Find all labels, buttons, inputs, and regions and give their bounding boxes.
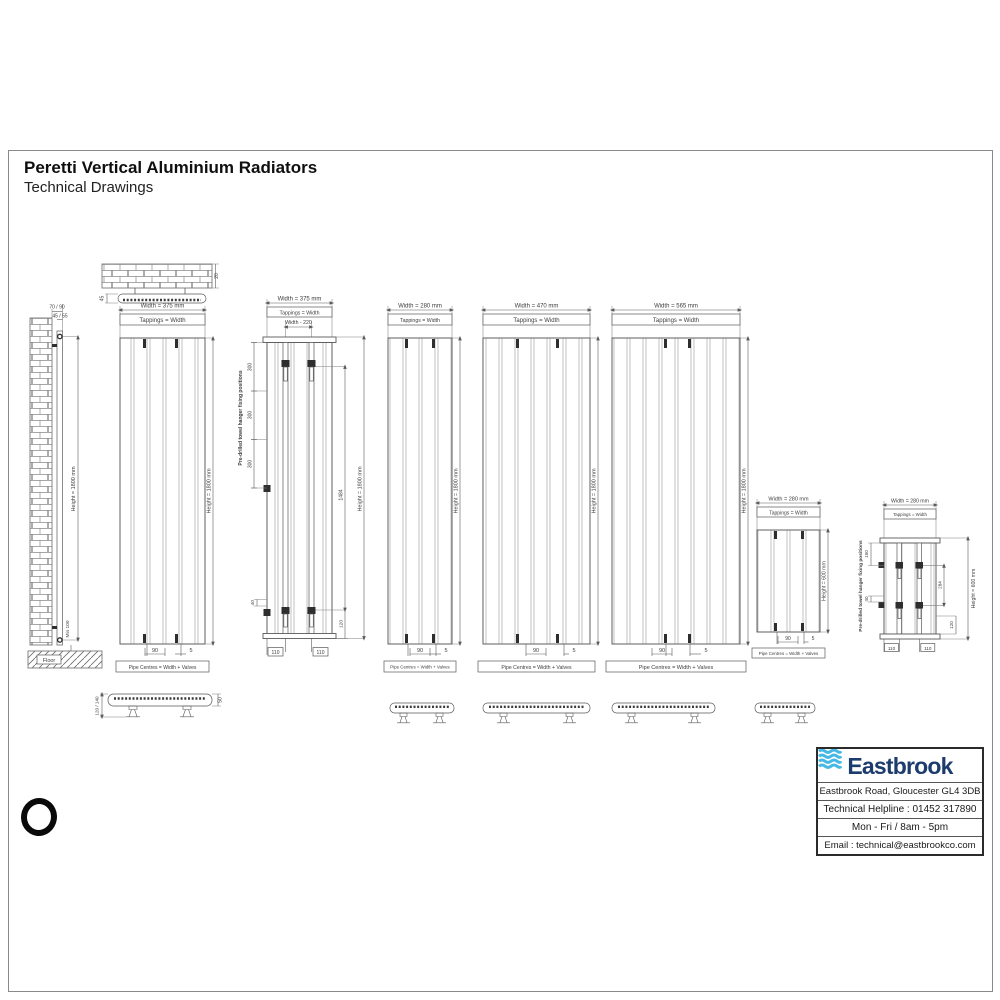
wall-plan <box>102 264 212 288</box>
width-dim: Width = 565 mm <box>654 303 698 310</box>
towel-note: Pre-drilled towel hanger fixing positions <box>238 370 244 466</box>
height-dim: Height = 600 mm <box>821 561 828 601</box>
brand-logo <box>818 749 982 782</box>
radiator-body <box>884 543 936 634</box>
width-dim: Width = 280 mm <box>768 496 809 503</box>
width-dim: Width = 470 mm <box>514 303 559 310</box>
towel-hanger-bottom-right <box>308 607 316 614</box>
drawing-rad-470 <box>478 304 598 673</box>
contact-hours: Mon - Fri / 8am - 5pm <box>818 818 982 836</box>
plan-depth-dim: 45 <box>99 295 106 302</box>
brand-waves-icon <box>818 749 842 769</box>
brick-wall <box>30 318 52 645</box>
pipe-110-right: 110 <box>924 645 932 651</box>
pipe-centre-dim: 90 <box>658 648 666 654</box>
foot-left <box>126 706 140 717</box>
page-title: Peretti Vertical Aluminium Radiators <box>24 158 318 177</box>
offset-120-dim: 120 <box>949 621 954 629</box>
pipe-110-left: 110 <box>271 649 280 656</box>
pipe-centres-label: Pipe Centres = Width + Valves <box>638 664 714 671</box>
fixing-mid <box>264 485 271 492</box>
tappings-dim: Tappings = Width <box>513 318 560 324</box>
fixing-top <box>879 562 885 568</box>
depth-rad-dim: 45 / 55 <box>52 313 68 320</box>
floor-label: Floor <box>42 658 56 664</box>
tappings-dim: Tappings = Width <box>400 317 440 324</box>
height-dim: Height = 1800 mm <box>741 468 748 514</box>
radiator-body <box>757 530 820 632</box>
height-dim: Height = 1800 mm <box>453 468 460 514</box>
contact-box <box>816 747 984 856</box>
valve-dim: 5 <box>811 636 815 642</box>
width-dim: Width = 375 mm <box>140 303 185 310</box>
wall-bracket-top <box>52 344 57 347</box>
tappings-dim: Tappings = Width <box>652 318 700 324</box>
valve-dim: 5 <box>444 648 448 654</box>
height-dim: Height = 1800 mm <box>206 468 213 514</box>
towel-hanger-bottom-right <box>916 602 924 609</box>
valve-dim: 5 <box>572 648 576 654</box>
height-dim: Height = 1800 mm <box>357 466 364 512</box>
fixing-span-2: 300 <box>247 410 254 420</box>
tappings-dim: Tappings = Width <box>279 310 320 317</box>
drawing-rad-280-short <box>752 497 828 659</box>
towel-hanger-bottom-left <box>896 602 904 609</box>
fixing-span-3: 300 <box>247 459 254 469</box>
radiator-body <box>388 338 452 644</box>
pipe-centres-label: Pipe Centres = Width + Valves <box>128 664 197 671</box>
foot-right <box>180 706 194 717</box>
depth-total-dim: 70 / 90 <box>49 304 65 311</box>
drawing-side-view <box>28 304 102 668</box>
wall-bracket-bottom <box>52 626 57 629</box>
height-dim: Height = 1800 mm <box>591 468 598 514</box>
page-subtitle: Technical Drawings <box>24 179 154 196</box>
width-dim: Width = 375 mm <box>277 296 322 303</box>
top-cap <box>263 337 336 343</box>
pipe-centres-label: Pipe Centres = Width + Valves <box>390 664 450 670</box>
pipe-centres-label: Pipe Centres = Width + Valves <box>501 664 572 671</box>
drawing-rad-565 <box>606 304 748 673</box>
contact-address: Eastbrook Road, Gloucester GL4 3DB <box>818 782 982 800</box>
radiator-plan-bottom <box>108 694 212 706</box>
pipe-centre-dim: 90 <box>151 648 159 654</box>
radiator-body <box>267 343 332 635</box>
tappings-dim: Tappings = Width <box>139 318 186 324</box>
pipe-centres-label: Pipe Centres = Width + Valves <box>758 651 819 656</box>
bottom-cap <box>880 634 940 639</box>
bracket-dim: 120 / 140 <box>94 696 100 716</box>
top-tapping <box>58 334 62 338</box>
wall-gap-dim: 20 <box>214 273 220 279</box>
bottom-cap <box>263 634 336 639</box>
radiator-side-profile <box>57 331 63 645</box>
towel-hanger-bottom-left <box>282 607 290 614</box>
bottom-tapping <box>58 638 62 642</box>
height-dim: Height = 1800 mm <box>71 466 77 512</box>
towel-note: Pre-drilled towel hanger fixing positions <box>859 540 864 632</box>
radiator-body <box>483 338 590 644</box>
tappings-dim: Tappings = Width <box>769 510 808 517</box>
valve-dim: 5 <box>189 648 193 654</box>
drawing-rad-375-towel <box>238 297 364 657</box>
pipe-110-right: 110 <box>316 649 325 656</box>
pipe-centre-dim: 90 <box>532 648 540 654</box>
min-clearance-dim: Min 100 <box>66 620 71 638</box>
width-dim: Width = 280 mm <box>398 303 442 310</box>
inner-height-dim: 284 <box>937 581 943 589</box>
radiator-plan <box>118 294 206 303</box>
fixing-bottom <box>264 609 271 616</box>
plan-view-feet-565 <box>612 703 715 723</box>
towel-hanger-top-right <box>916 562 924 569</box>
brand-wordmark: Eastbrook <box>847 753 953 779</box>
drawing-bottom-view <box>95 694 224 717</box>
radiator-body <box>612 338 740 644</box>
fixing-span-1: 300 <box>247 362 254 372</box>
width-inner-dim: Width - 220 <box>285 320 312 326</box>
contact-email: Email : technical@eastbrookco.com <box>818 836 982 854</box>
top-cap <box>880 538 940 543</box>
pipe-centre-dim: 90 <box>416 648 424 654</box>
width-dim: Width = 280 mm <box>891 498 929 505</box>
radiator-body <box>120 338 205 644</box>
pipe-centre-dim: 90 <box>785 636 791 642</box>
towel-hanger-top-right <box>308 360 316 367</box>
pipe-110-left: 110 <box>887 645 896 651</box>
contact-helpline: Technical Helpline : 01452 317890 <box>818 800 982 818</box>
towel-hanger-top-left <box>282 360 290 367</box>
plan-view-feet-280-short <box>755 703 815 723</box>
offset-40-dim: 40 <box>864 596 869 602</box>
offset-120-dim: 120 <box>339 619 345 629</box>
drawing-rad-280 <box>384 304 460 673</box>
plan-depth-dim-2: 50 <box>217 697 224 703</box>
offset-40-dim: 40 <box>251 600 256 606</box>
towel-hanger-top-left <box>896 562 904 569</box>
inner-height-dim: 1484 <box>338 489 345 501</box>
height-dim: Height = 600 mm <box>971 568 977 609</box>
valve-dim: 5 <box>704 648 708 654</box>
fixing-bottom <box>879 602 885 608</box>
drawing-rad-375 <box>116 304 213 673</box>
plan-view-feet-470 <box>483 703 590 723</box>
tappings-dim: Tappings = Width <box>893 512 927 517</box>
offset-150-dim: 150 <box>864 550 869 558</box>
drawing-rad-280-short-towel <box>858 499 977 653</box>
plan-view-feet-280 <box>390 703 454 723</box>
drawing-top-view <box>100 264 221 303</box>
